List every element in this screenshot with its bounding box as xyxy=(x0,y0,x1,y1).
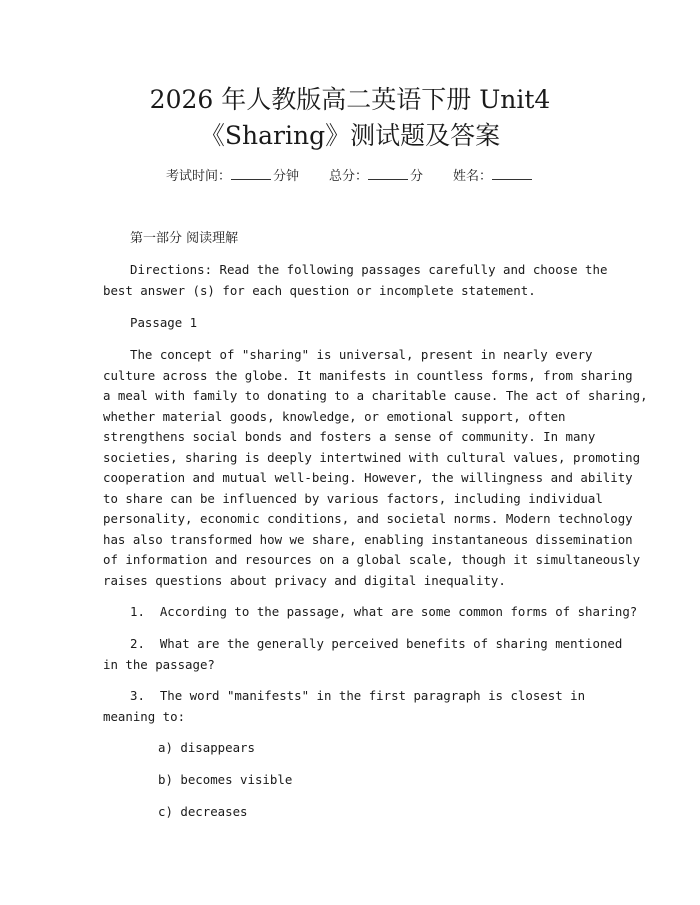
question-line: 3. The word "manifests" in the first paragraph is closest in xyxy=(130,688,586,703)
score-label: 总分： xyxy=(328,169,368,184)
score-unit: 分 xyxy=(410,169,424,184)
question-line: 2. What are the generally perceived benefits of sharing mentioned xyxy=(130,636,623,651)
passage-line: culture across the globe. It manifests in countless forms, from sharing xyxy=(103,367,633,383)
passage-line: to share can be influenced by various factors, including individual xyxy=(103,490,603,506)
passage-line: whether material goods, knowledge, or emotional support, often xyxy=(103,408,566,424)
score-blank[interactable] xyxy=(368,166,408,180)
directions-line: best answer (s) for each question or incomplete statement. xyxy=(103,282,536,298)
passage-label xyxy=(103,313,603,334)
passage-line: of information and resources on a global scale, though it simultaneously xyxy=(103,552,641,567)
name-blank[interactable] xyxy=(492,166,532,180)
directions-line: Directions: Read the following passages carefully and choose the xyxy=(130,262,608,277)
passage-label-text: Passage 1 xyxy=(130,315,198,330)
directions xyxy=(103,260,608,301)
option-a[interactable]: a) disappears xyxy=(158,740,255,755)
passage-line: personality, economic conditions, and societal norms. Modern technology xyxy=(103,511,633,526)
time-blank[interactable] xyxy=(231,166,271,180)
passage-line: has also transformed how we share, enabling instantaneous dissemination xyxy=(103,531,633,547)
passage-line: societies, sharing is deeply intertwined with cultural values, promoting xyxy=(103,449,641,465)
section-heading: 第一部分 阅读理解 xyxy=(130,231,239,246)
exam-info-bar xyxy=(0,166,700,188)
question-line: meaning to: xyxy=(103,708,186,724)
passage-line: cooperation and mutual well-being. However, the willingness and ability xyxy=(103,470,633,485)
question-3 xyxy=(103,686,603,727)
passage-line: raises questions about privacy and digital inequality. xyxy=(103,572,506,588)
question-1 xyxy=(103,602,638,623)
option-c[interactable]: c) decreases xyxy=(158,804,248,819)
document-title-line-2: 《Sharing》测试题及答案 xyxy=(199,121,501,150)
passage-line: strengthens social bonds and fosters a sense of community. In many xyxy=(103,429,596,444)
time-unit: 分钟 xyxy=(272,169,299,184)
question-line: in the passage? xyxy=(103,656,215,672)
question-2 xyxy=(103,634,623,675)
passage-body xyxy=(103,345,648,591)
name-label: 姓名： xyxy=(453,169,493,184)
document-title-line-1: 2026 年人教版高二英语下册 Unit4 xyxy=(149,85,551,114)
passage-line: a meal with family to donating to a charitable cause. The act of sharing, xyxy=(103,388,648,403)
time-label: 考试时间： xyxy=(165,169,231,184)
passage-line: The concept of "sharing" is universal, present in nearly every xyxy=(130,347,593,362)
option-b[interactable]: b) becomes visible xyxy=(158,772,293,787)
question-line: 1. According to the passage, what are some common forms of sharing? xyxy=(130,604,638,619)
